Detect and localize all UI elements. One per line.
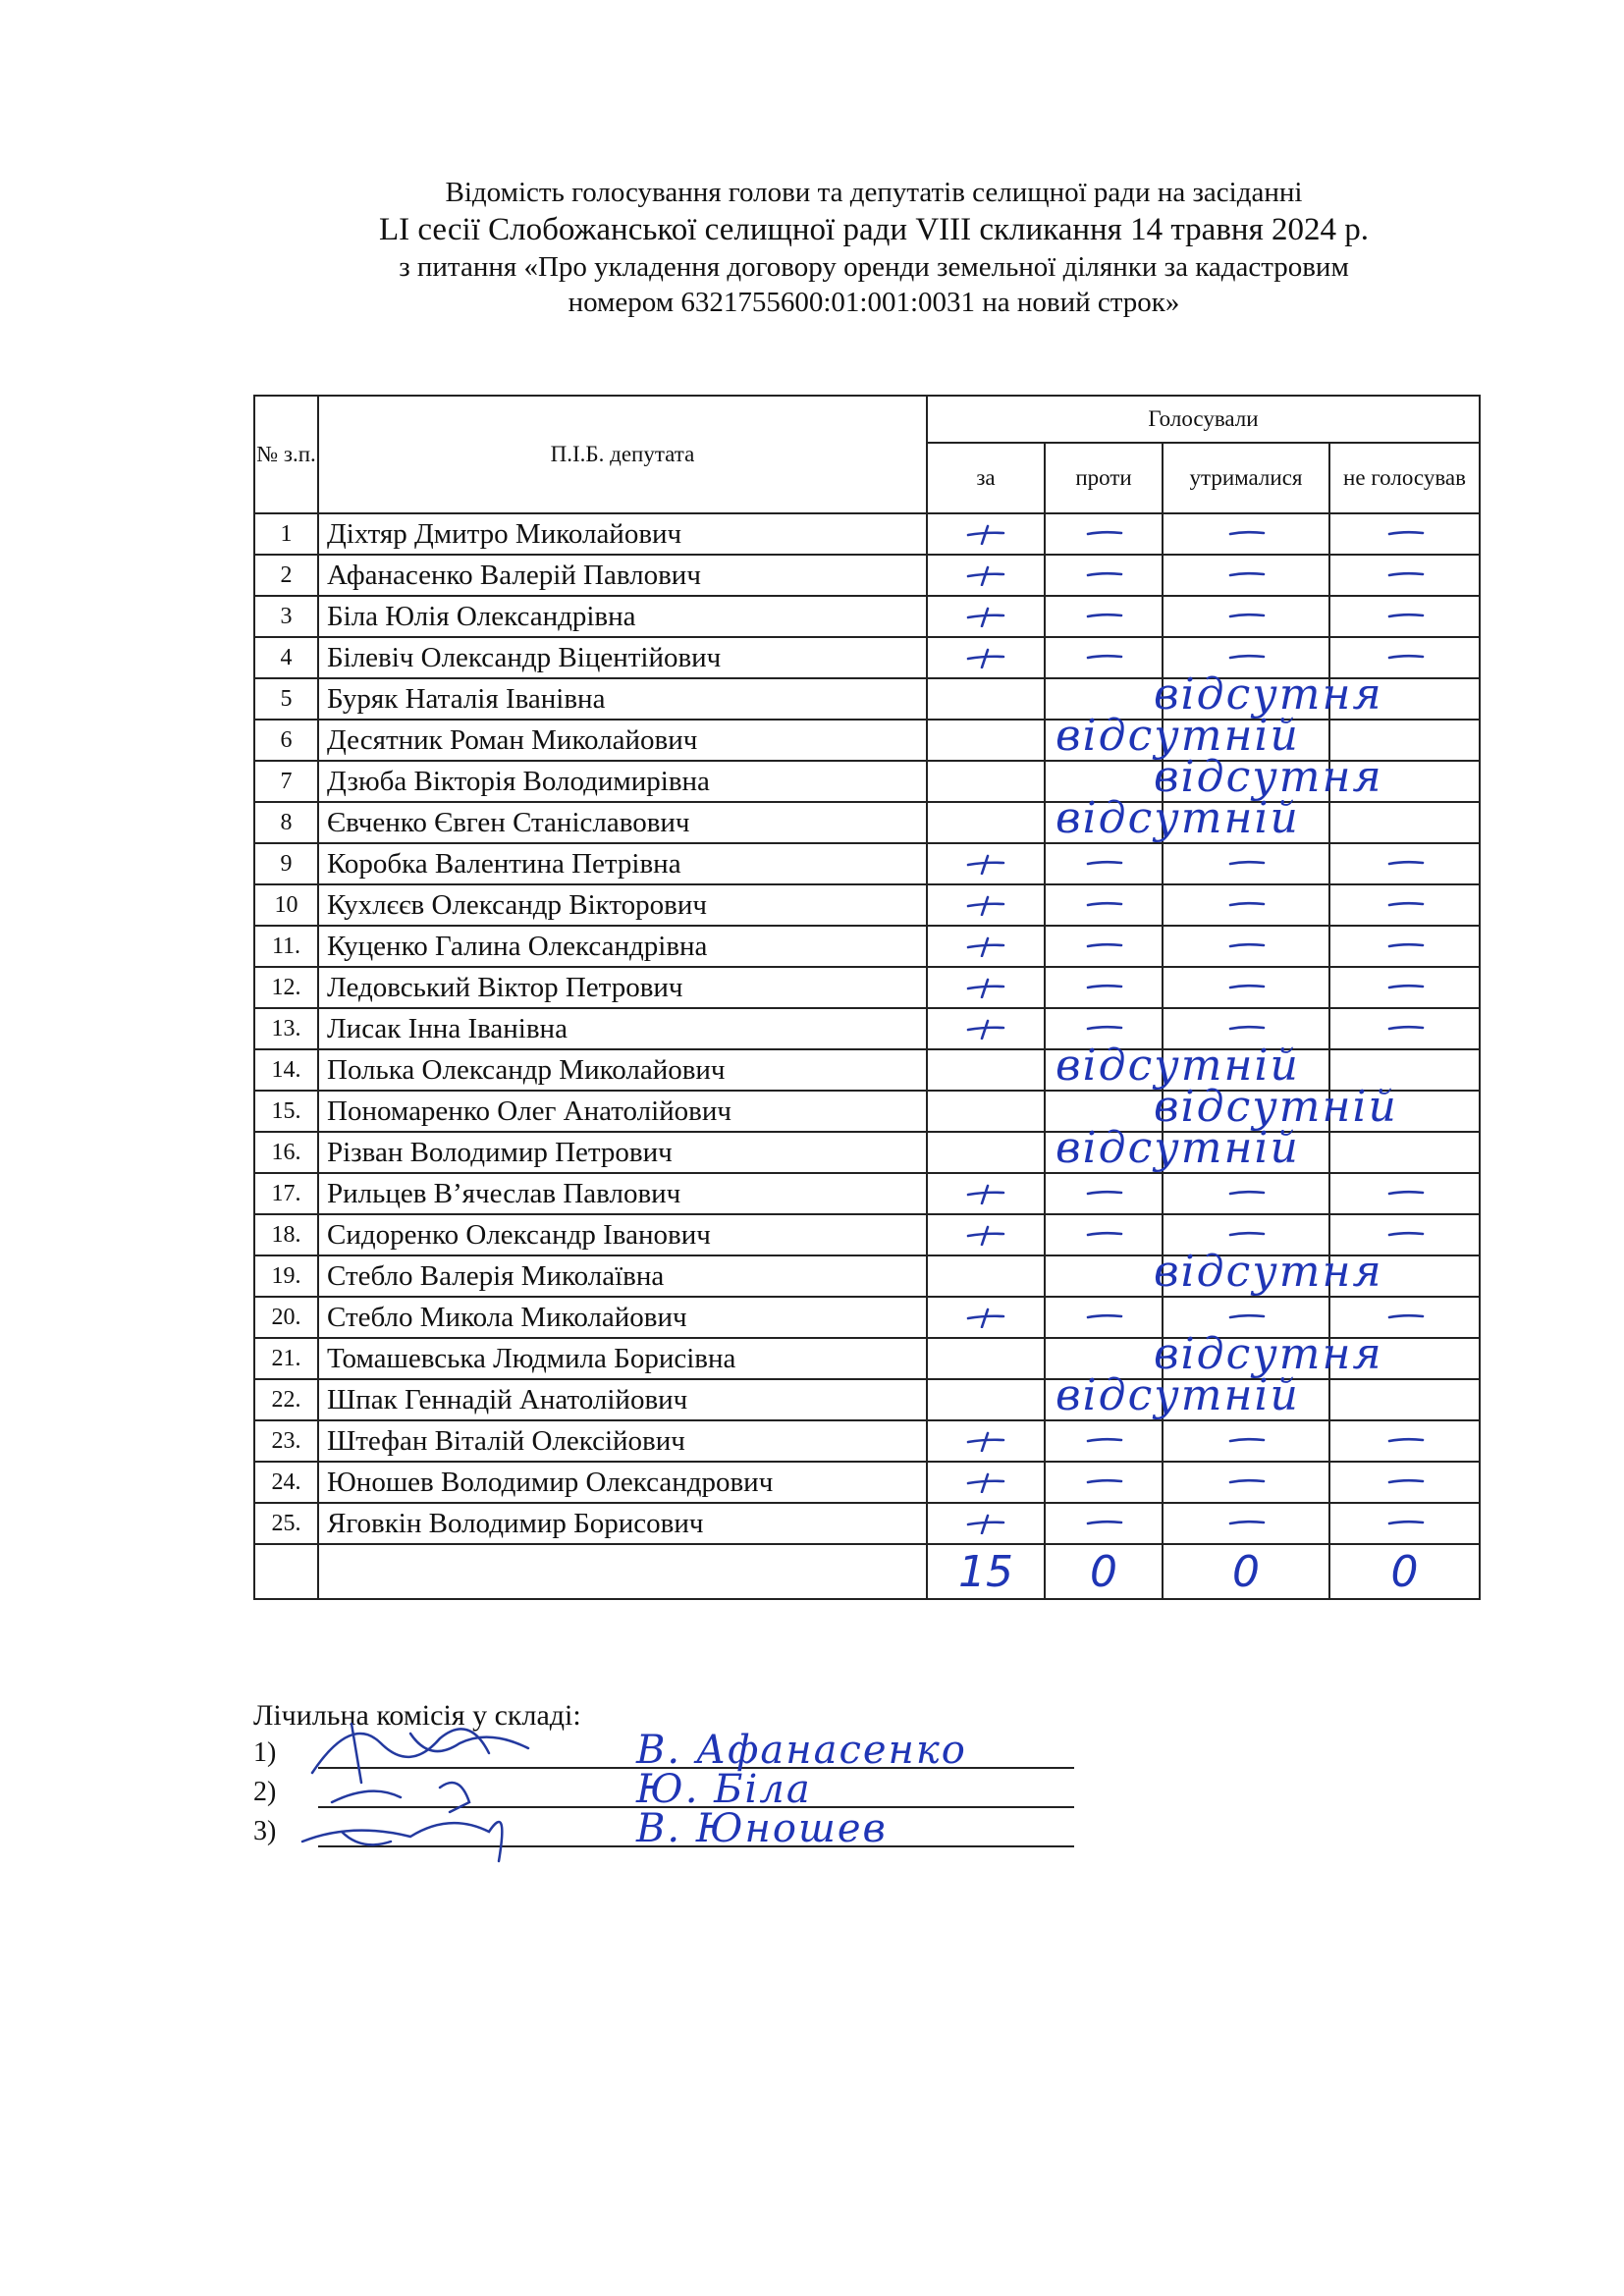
- member-name: В. Афанасенко: [636, 1728, 967, 1773]
- vote-against-cell: [1045, 1214, 1163, 1255]
- dash-mark-icon: [1383, 564, 1427, 586]
- vote-not-voted-cell: [1329, 761, 1480, 802]
- deputy-name: Шпак Геннадій Анатолійович: [318, 1379, 927, 1420]
- dash-mark-icon: [1383, 606, 1427, 627]
- vote-not-voted-cell: [1329, 843, 1480, 884]
- dash-mark-icon: [1383, 1224, 1427, 1246]
- vote-not-voted-cell: [1329, 596, 1480, 637]
- title-line-3: з питання «Про укладення договору оренди земельної ділянки за кадастровим: [399, 251, 1349, 283]
- dash-mark-icon: [1082, 564, 1125, 586]
- total-not-voted: [1329, 1544, 1480, 1599]
- member-name: Ю. Біла: [636, 1767, 812, 1812]
- table-row: [254, 884, 1480, 926]
- dash-mark-icon: [1224, 853, 1268, 875]
- vote-for-cell: [927, 513, 1045, 555]
- total-abstained: [1163, 1544, 1329, 1599]
- plus-mark-icon: [964, 1430, 1007, 1452]
- vote-not-voted-cell: [1329, 802, 1480, 843]
- vote-for-cell: [927, 1503, 1045, 1544]
- table-row: [254, 1255, 1480, 1297]
- dash-mark-icon: [1224, 1183, 1268, 1204]
- table-row: [254, 967, 1480, 1008]
- table-row: [254, 555, 1480, 596]
- vote-for-cell: [927, 1091, 1045, 1132]
- table-row: [254, 1132, 1480, 1173]
- member-name: В. Юношев: [636, 1806, 888, 1851]
- dash-mark-icon: [1224, 1430, 1268, 1452]
- row-number: 13.: [254, 1008, 318, 1049]
- vote-not-voted-cell: [1329, 926, 1480, 967]
- vote-against-cell: [1045, 1370, 1300, 1420]
- plus-mark-icon: [964, 935, 1007, 957]
- vote-for-cell: [927, 1420, 1045, 1462]
- row-number: 11.: [254, 926, 318, 967]
- row-number: 12.: [254, 967, 318, 1008]
- dash-mark-icon: [1082, 1471, 1125, 1493]
- vote-against-cell: [1045, 793, 1300, 843]
- vote-for-cell: [927, 1462, 1045, 1503]
- document-title: [245, 175, 1502, 320]
- dash-mark-icon: [1082, 523, 1125, 545]
- row-number: 4: [254, 637, 318, 678]
- dash-mark-icon: [1224, 1471, 1268, 1493]
- header-voted: Голосували: [927, 396, 1480, 443]
- row-number: 5: [254, 678, 318, 720]
- plus-mark-icon: [964, 606, 1007, 627]
- dash-mark-icon: [1224, 606, 1268, 627]
- vote-for-cell: [927, 1379, 1045, 1420]
- absent-note: відсутня: [1154, 1247, 1383, 1297]
- vote-for-cell: [927, 596, 1045, 637]
- absent-note: відсутній: [1056, 1041, 1300, 1091]
- dash-mark-icon: [1383, 894, 1427, 916]
- deputy-name: Юношев Володимир Олександрович: [318, 1462, 927, 1503]
- vote-against-cell: [1045, 1297, 1163, 1338]
- member-number: 1): [253, 1737, 277, 1768]
- dash-mark-icon: [1082, 935, 1125, 957]
- total-value: 0: [1090, 1546, 1117, 1597]
- header-abstained: утрималися: [1163, 443, 1329, 513]
- deputy-name: Коробка Валентина Петрівна: [318, 843, 927, 884]
- row-number: 15.: [254, 1091, 318, 1132]
- voting-table: [253, 395, 1481, 1600]
- dash-mark-icon: [1082, 606, 1125, 627]
- vote-against-cell: [1045, 967, 1163, 1008]
- deputy-name: Ледовський Віктор Петрович: [318, 967, 927, 1008]
- plus-mark-icon: [964, 1183, 1007, 1204]
- vote-for-cell: [927, 926, 1045, 967]
- absent-note: відсутня: [1154, 1329, 1383, 1379]
- plus-mark-icon: [964, 647, 1007, 668]
- row-number: 9: [254, 843, 318, 884]
- dash-mark-icon: [1224, 1307, 1268, 1328]
- vote-against-cell: [1045, 926, 1163, 967]
- vote-against-cell: [1045, 596, 1163, 637]
- row-number: 7: [254, 761, 318, 802]
- vote-for-cell: [927, 678, 1045, 720]
- dash-mark-icon: [1082, 1183, 1125, 1204]
- deputy-name: Дзюба Вікторія Володимирівна: [318, 761, 927, 802]
- row-number: 17.: [254, 1173, 318, 1214]
- table-row: [254, 843, 1480, 884]
- signature-icon: [293, 1783, 587, 1871]
- row-number: 24.: [254, 1462, 318, 1503]
- deputy-name: Куценко Галина Олександрівна: [318, 926, 927, 967]
- header-against: проти: [1045, 443, 1163, 513]
- dash-mark-icon: [1383, 1471, 1427, 1493]
- dash-mark-icon: [1082, 977, 1125, 998]
- vote-for-cell: [927, 761, 1045, 802]
- row-number: 10: [254, 884, 318, 926]
- row-number: 21.: [254, 1338, 318, 1379]
- dash-mark-icon: [1082, 1513, 1125, 1534]
- totals-label-cell: [318, 1544, 927, 1599]
- dash-mark-icon: [1383, 1183, 1427, 1204]
- deputy-name: Рильцев В’ячеслав Павлович: [318, 1173, 927, 1214]
- vote-not-voted-cell: [1329, 1420, 1480, 1462]
- header-for: за: [927, 443, 1045, 513]
- row-number: 22.: [254, 1379, 318, 1420]
- vote-abstained-cell: [1163, 596, 1329, 637]
- dash-mark-icon: [1383, 853, 1427, 875]
- vote-not-voted-cell: [1329, 1132, 1480, 1173]
- deputy-name: Євченко Євген Станіславович: [318, 802, 927, 843]
- vote-not-voted-cell: [1329, 1503, 1480, 1544]
- vote-abstained-cell: [1163, 1462, 1329, 1503]
- vote-for-cell: [927, 720, 1045, 761]
- vote-against-cell: [1045, 1247, 1383, 1297]
- deputy-name: Стебло Валерія Миколаївна: [318, 1255, 927, 1297]
- vote-abstained-cell: [1163, 802, 1329, 843]
- table-row: [254, 802, 1480, 843]
- table-row: [254, 1379, 1480, 1420]
- deputy-name: Білевіч Олександр Віцентійович: [318, 637, 927, 678]
- header-num: № з.п.: [254, 396, 318, 513]
- vote-not-voted-cell: [1329, 1338, 1480, 1379]
- vote-abstained-cell: [1163, 513, 1329, 555]
- row-number: 25.: [254, 1503, 318, 1544]
- header-name: П.І.Б. депутата: [318, 396, 927, 513]
- vote-for-cell: [927, 555, 1045, 596]
- table-row: [254, 1462, 1480, 1503]
- member-number: 2): [253, 1777, 277, 1807]
- dash-mark-icon: [1383, 1307, 1427, 1328]
- totals-num-cell: [254, 1544, 318, 1599]
- absent-note: відсутній: [1056, 1123, 1300, 1173]
- vote-abstained-cell: [1163, 926, 1329, 967]
- vote-for-cell: [927, 967, 1045, 1008]
- vote-for-cell: [927, 1255, 1045, 1297]
- dash-mark-icon: [1082, 647, 1125, 668]
- vote-not-voted-cell: [1329, 1462, 1480, 1503]
- dash-mark-icon: [1224, 1224, 1268, 1246]
- vote-against-cell: [1045, 1173, 1163, 1214]
- vote-for-cell: [927, 1338, 1045, 1379]
- plus-mark-icon: [964, 523, 1007, 545]
- deputy-name: Афанасенко Валерій Павлович: [318, 555, 927, 596]
- deputy-name: Томашевська Людмила Борисівна: [318, 1338, 927, 1379]
- total-value: 0: [1232, 1546, 1260, 1597]
- deputy-name: Яговкін Володимир Борисович: [318, 1503, 927, 1544]
- deputy-name: Буряк Наталія Іванівна: [318, 678, 927, 720]
- dash-mark-icon: [1224, 935, 1268, 957]
- vote-not-voted-cell: [1329, 678, 1480, 720]
- absent-note: відсутній: [1154, 1082, 1398, 1132]
- absent-note: відсутня: [1154, 669, 1383, 720]
- dash-mark-icon: [1224, 1018, 1268, 1040]
- dash-mark-icon: [1224, 1513, 1268, 1534]
- row-number: 1: [254, 513, 318, 555]
- vote-not-voted-cell: [1329, 967, 1480, 1008]
- vote-against-cell: [1045, 843, 1163, 884]
- vote-for-cell: [927, 1173, 1045, 1214]
- vote-not-voted-cell: [1329, 884, 1480, 926]
- dash-mark-icon: [1224, 894, 1268, 916]
- vote-for-cell: [927, 1297, 1045, 1338]
- total-against: [1045, 1544, 1163, 1599]
- plus-mark-icon: [964, 564, 1007, 586]
- vote-not-voted-cell: [1329, 1008, 1480, 1049]
- deputy-name: Сидоренко Олександр Іванович: [318, 1214, 927, 1255]
- vote-abstained-cell: [1163, 1255, 1329, 1297]
- row-number: 23.: [254, 1420, 318, 1462]
- member-number: 3): [253, 1816, 277, 1846]
- dash-mark-icon: [1224, 647, 1268, 668]
- deputy-name: Діхтяр Дмитро Миколайович: [318, 513, 927, 555]
- deputy-name: Десятник Роман Миколайович: [318, 720, 927, 761]
- table-row: [254, 1420, 1480, 1462]
- vote-not-voted-cell: [1329, 513, 1480, 555]
- header-not-voted: не голосував: [1329, 443, 1480, 513]
- plus-mark-icon: [964, 1224, 1007, 1246]
- table-row: [254, 1503, 1480, 1544]
- title-line-4: номером 6321755600:01:001:0031 на новий строк»: [568, 287, 1180, 318]
- vote-for-cell: [927, 843, 1045, 884]
- title-line-2: LI сесії Слобожанської селищної ради VIII скликання 14 травня 2024 р.: [378, 212, 1369, 247]
- total-value: 15: [958, 1546, 1013, 1597]
- plus-mark-icon: [964, 1307, 1007, 1328]
- commission-title: Лічильна комісія у складі:: [253, 1699, 581, 1732]
- row-number: 2: [254, 555, 318, 596]
- vote-against-cell: [1045, 513, 1163, 555]
- commission-members: [253, 1728, 1098, 1851]
- table-row: [254, 1173, 1480, 1214]
- vote-abstained-cell: [1163, 1132, 1329, 1173]
- dash-mark-icon: [1224, 564, 1268, 586]
- plus-mark-icon: [964, 1018, 1007, 1040]
- plus-mark-icon: [964, 977, 1007, 998]
- dash-mark-icon: [1082, 894, 1125, 916]
- vote-against-cell: [1045, 1503, 1163, 1544]
- row-number: 14.: [254, 1049, 318, 1091]
- vote-not-voted-cell: [1329, 1173, 1480, 1214]
- vote-not-voted-cell: [1329, 1255, 1480, 1297]
- table-row: [254, 926, 1480, 967]
- plus-mark-icon: [964, 853, 1007, 875]
- totals-row: [254, 1544, 1480, 1599]
- vote-abstained-cell: [1163, 884, 1329, 926]
- vote-abstained-cell: [1163, 1420, 1329, 1462]
- table-row: [254, 513, 1480, 555]
- vote-for-cell: [927, 1008, 1045, 1049]
- vote-not-voted-cell: [1329, 555, 1480, 596]
- table-row: [254, 596, 1480, 637]
- dash-mark-icon: [1082, 1307, 1125, 1328]
- deputy-name: Пономаренко Олег Анатолійович: [318, 1091, 927, 1132]
- vote-against-cell: [1045, 637, 1163, 678]
- deputy-name: Біла Юлія Олександрівна: [318, 596, 927, 637]
- deputy-name: Стебло Микола Миколайович: [318, 1297, 927, 1338]
- plus-mark-icon: [964, 1513, 1007, 1534]
- vote-for-cell: [927, 1132, 1045, 1173]
- commission-member-row: [253, 1806, 1098, 1851]
- dash-mark-icon: [1383, 977, 1427, 998]
- voting-table-body: [254, 513, 1480, 1599]
- vote-for-cell: [927, 637, 1045, 678]
- plus-mark-icon: [964, 894, 1007, 916]
- row-number: 19.: [254, 1255, 318, 1297]
- deputy-name: Полька Олександр Миколайович: [318, 1049, 927, 1091]
- dash-mark-icon: [1082, 853, 1125, 875]
- row-number: 8: [254, 802, 318, 843]
- counting-commission: [253, 1698, 1098, 1851]
- absent-note: відсутня: [1154, 752, 1383, 802]
- dash-mark-icon: [1383, 1430, 1427, 1452]
- deputy-name: Різван Володимир Петрович: [318, 1132, 927, 1173]
- dash-mark-icon: [1383, 647, 1427, 668]
- vote-abstained-cell: [1163, 967, 1329, 1008]
- plus-mark-icon: [964, 1471, 1007, 1493]
- title-line-1: Відомість голосування голови та депутатів селищної ради на засіданні: [445, 177, 1303, 208]
- vote-against-cell: [1045, 1041, 1300, 1091]
- dash-mark-icon: [1224, 523, 1268, 545]
- dash-mark-icon: [1383, 1513, 1427, 1534]
- absent-note: відсутній: [1056, 711, 1300, 761]
- row-number: 6: [254, 720, 318, 761]
- absent-note: відсутній: [1056, 1370, 1300, 1420]
- row-number: 3: [254, 596, 318, 637]
- vote-for-cell: [927, 884, 1045, 926]
- total-for: [927, 1544, 1045, 1599]
- absent-note: відсутній: [1056, 793, 1300, 843]
- dash-mark-icon: [1383, 523, 1427, 545]
- vote-not-voted-cell: [1329, 1091, 1480, 1132]
- vote-against-cell: [1045, 1123, 1300, 1173]
- vote-against-cell: [1045, 1420, 1163, 1462]
- vote-for-cell: [927, 1214, 1045, 1255]
- row-number: 20.: [254, 1297, 318, 1338]
- vote-abstained-cell: [1163, 1173, 1329, 1214]
- vote-for-cell: [927, 1049, 1045, 1091]
- deputy-name: Кухлєєв Олександр Вікторович: [318, 884, 927, 926]
- total-value: 0: [1390, 1546, 1419, 1597]
- dash-mark-icon: [1383, 935, 1427, 957]
- vote-against-cell: [1045, 555, 1163, 596]
- vote-not-voted-cell: [1329, 1379, 1480, 1420]
- deputy-name: Лисак Інна Іванівна: [318, 1008, 927, 1049]
- vote-abstained-cell: [1163, 843, 1329, 884]
- vote-against-cell: [1045, 884, 1163, 926]
- row-number: 18.: [254, 1214, 318, 1255]
- row-number: 16.: [254, 1132, 318, 1173]
- vote-abstained-cell: [1163, 1379, 1329, 1420]
- vote-abstained-cell: [1163, 555, 1329, 596]
- dash-mark-icon: [1082, 1430, 1125, 1452]
- vote-abstained-cell: [1163, 1503, 1329, 1544]
- vote-for-cell: [927, 802, 1045, 843]
- vote-against-cell: [1045, 711, 1300, 761]
- vote-against-cell: [1045, 1462, 1163, 1503]
- dash-mark-icon: [1224, 977, 1268, 998]
- dash-mark-icon: [1082, 1224, 1125, 1246]
- dash-mark-icon: [1383, 1018, 1427, 1040]
- deputy-name: Штефан Віталій Олексійович: [318, 1420, 927, 1462]
- dash-mark-icon: [1082, 1018, 1125, 1040]
